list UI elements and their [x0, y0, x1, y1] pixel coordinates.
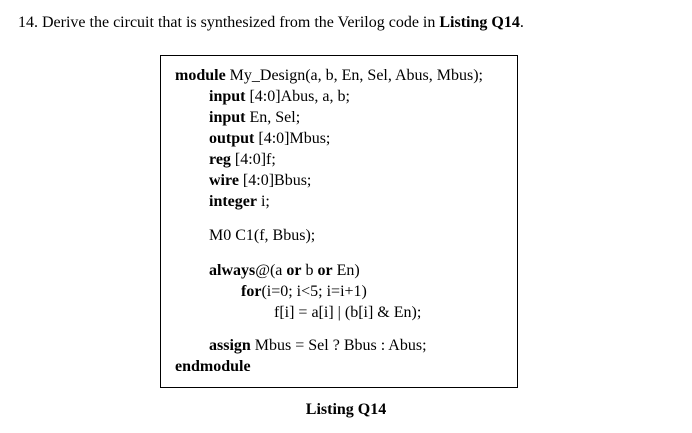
always-sens-b: b — [301, 262, 318, 279]
code-line-input-abus — [209, 87, 350, 107]
keyword-for: for — [241, 283, 262, 300]
code-listing-box — [160, 55, 518, 388]
wire-decl: [4:0]Bbus; — [238, 172, 312, 189]
for-header: (i=0; i<5; i=i+1) — [261, 283, 367, 300]
keyword-always: always — [209, 262, 256, 279]
always-sens-a: @(a — [255, 262, 287, 279]
keyword-or: or — [286, 262, 302, 279]
always-sens-en: En) — [332, 262, 360, 279]
code-line-assign — [209, 336, 427, 356]
keyword-input: input — [209, 109, 246, 126]
output-decl: [4:0]Mbus; — [254, 130, 331, 147]
keyword-output: output — [209, 130, 255, 147]
code-line-assignment: f[i] = a[i] | (b[i] & En); — [274, 304, 422, 321]
keyword-or: or — [317, 262, 333, 279]
code-line-output — [209, 129, 330, 149]
integer-decl: i; — [256, 193, 270, 210]
keyword-assign: assign — [209, 337, 251, 354]
code-line-reg — [209, 150, 276, 170]
code-line-module — [175, 66, 483, 86]
question-prefix: 14. Derive the circuit that is synthesized from the Verilog code in — [18, 14, 440, 31]
keyword-wire: wire — [209, 172, 239, 189]
question-suffix: . — [519, 14, 524, 31]
code-line-instance: M0 C1(f, Bbus); — [209, 227, 316, 244]
keyword-reg: reg — [209, 151, 231, 168]
reg-decl: [4:0]f; — [230, 151, 276, 168]
keyword-input: input — [209, 88, 246, 105]
listing-caption: Listing Q14 — [305, 401, 387, 418]
assign-expression: Mbus = Sel ? Bbus : Abus; — [250, 337, 427, 354]
keyword-module: module — [175, 67, 226, 84]
input-abus-decl: [4:0]Abus, a, b; — [245, 88, 350, 105]
code-line-integer — [209, 192, 270, 212]
question-listing-ref: Listing Q14 — [439, 14, 520, 31]
code-line-wire — [209, 171, 311, 191]
code-line-for — [241, 282, 367, 302]
code-line-endmodule — [175, 357, 251, 377]
input-en-decl: En, Sel; — [245, 109, 301, 126]
code-line-input-en — [209, 108, 300, 128]
keyword-endmodule: endmodule — [175, 358, 251, 375]
module-declaration: My_Design(a, b, En, Sel, Abus, Mbus); — [225, 67, 483, 84]
keyword-integer: integer — [209, 193, 257, 210]
code-line-always — [209, 261, 360, 281]
question-text — [18, 13, 524, 33]
